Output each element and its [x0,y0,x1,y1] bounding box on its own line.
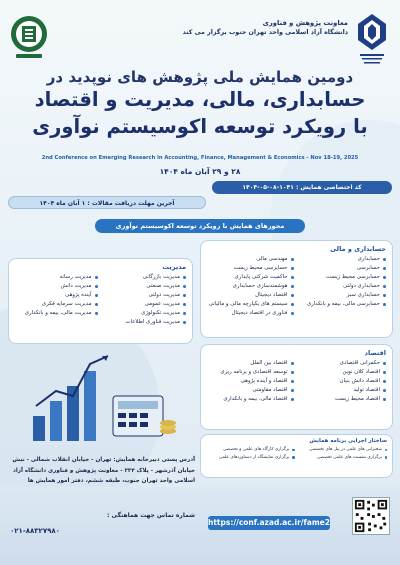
management-col-2 [15,273,98,327]
topic-item: اقتصاد مالی، بیمه و بانکداری [207,395,294,404]
topic-item: مدیریت بازرگانی [104,273,187,282]
title-line-1: دومین همایش ملی پژوهش های نوپدید در [46,68,354,86]
topics-title: محورهای همایش با رویکرد توسعه اکوسیستم نوآوری [95,219,305,233]
conference-dates: ۲۸ و ۲۹ آبان ماه ۱۴۰۴ [159,167,241,176]
topic-item: حسابداری سبز [300,291,387,300]
footer [0,487,400,565]
accounting-col-1 [300,255,387,318]
conference-code: کد اختصاصی همایش : ۱۰۴۱-۰۸-۰۵-۱۴۰۴ [212,181,392,194]
economics-heading: اقتصاد [364,349,386,357]
management-col-1 [104,273,187,327]
topic-item: اقتصاد محیط زیست [300,395,387,404]
topic-item: حسابداری دولتی [300,282,387,291]
topic-item: اقتصاد بین الملل [207,359,294,368]
topic-item: مهندسی مالی [207,255,294,264]
topic-item: حسابرسی مالی، بیمه و بانکداری [300,300,387,309]
topic-item: مدیریت عمومی [104,300,187,309]
topic-item: حاکمیت شرکتی پایداری [207,273,294,282]
topic-item: مدیریت فناوری اطلاعات [104,318,187,327]
program-item: سخنرانی های علمی در پنل های تخصصی [299,446,388,454]
topic-item: اقتصاد کلان نوین [300,368,387,377]
topic-item: اقتصاد دیجیتال [207,291,294,300]
topic-item: مدیریت سرمایه فکری [15,300,98,309]
topic-item: حسابرسی محیط زیست [207,264,294,273]
accounting-topics [200,240,393,338]
organizer-line: دانشگاه آزاد اسلامی واحد تهران جنوب برگزار می کند [182,29,348,36]
economics-col-2 [207,359,294,404]
topic-item: مدیریت مالی، بیمه و بانکداری [15,309,98,318]
topic-item: مدیریت دانش [15,282,98,291]
topic-item: اقتصاد مقاومتی [207,386,294,395]
program-item: برگزاری نشست های علمی تخصصی [299,454,388,462]
economics-col-1 [300,359,387,404]
topic-item: هوشمندسازی حسابداری [207,282,294,291]
program-item: برگزاری کارگاه های علمی و تخصصی [206,446,295,454]
contact-label: شماره تماس جهت هماهنگی : [107,512,195,519]
topic-item: اقتصاد و آینده پژوهی [207,377,294,386]
topic-item: توسعه اقتصادی و برنامه ریزی [207,368,294,377]
submission-deadline: آخرین مهلت دریافت مقالات : ۱ آبان ماه ۱۴۰۴ [8,196,206,209]
management-topics [8,258,193,344]
contact-phone: ۰۲۱-۸۸۳۲۷۹۸۰ [10,527,60,535]
website-link[interactable]: https://conf.azad.ac.ir/fame2 [208,516,330,530]
topic-item: سیستم های یکپارچه مالی و مالیاتی [207,300,294,309]
topic-item: حسابرسی [300,264,387,273]
accounting-heading: حسابداری و مالی [330,245,386,253]
management-heading: مدیریت [162,263,186,271]
qr-code-icon [352,497,390,535]
organizer-header [108,18,348,38]
topic-item: مدیریت رسانه [15,273,98,282]
university-logo-icon [352,10,392,68]
topic-item: اقتصاد دانش بنیان [300,377,387,386]
topic-item: مدیریت تکنولوژی [104,309,187,318]
topic-item: مدیریت صنعتی [104,282,187,291]
program-heading: ساختار اجرایی برنامه همایش [309,438,387,444]
topic-item: حسابداری [300,255,387,264]
program-structure [200,434,393,478]
english-title: 2nd Conference on Emerging Research in Accounting, Finance, Management & Economics - Nov 18-19, 2025 [41,155,359,161]
topic-item: آینده پژوهی [15,291,98,300]
topic-item: مدیریت دولتی [104,291,187,300]
finance-illustration-icon [28,346,178,446]
organizer-line: معاونت پژوهش و فناوری [262,19,348,27]
secretariat-address: آدرس پستی دبیرخانه همایش: تهران - خیابان انقلاب شمالی - نبش خیابان آذرشهر - پلاک ۳۳۴ - معاونت پژوهش و فناوری دانشگاه آزاد اسلامی واحد تهران جنوب، طبقه ششم، دفتر امور همایش ها [12,457,195,484]
topic-item: اقتصاد تولید [300,386,387,395]
economics-topics [200,344,393,430]
topic-item: حکمرانی اقتصادی [300,359,387,368]
program-item: برگزاری نمایشگاه از دستاوردهای علمی [206,454,295,462]
conference-logo-icon [8,12,50,62]
topic-item: فناوری در اقتصاد دیجیتال [207,309,294,318]
title-line-3: با رویکرد توسعه اکوسیستم نوآوری [32,115,368,138]
title-line-2: حسابداری، مالی، مدیریت و اقتصاد [34,88,366,111]
topic-item: حسابرسی محیط زیست [300,273,387,282]
accounting-col-2 [207,255,294,318]
